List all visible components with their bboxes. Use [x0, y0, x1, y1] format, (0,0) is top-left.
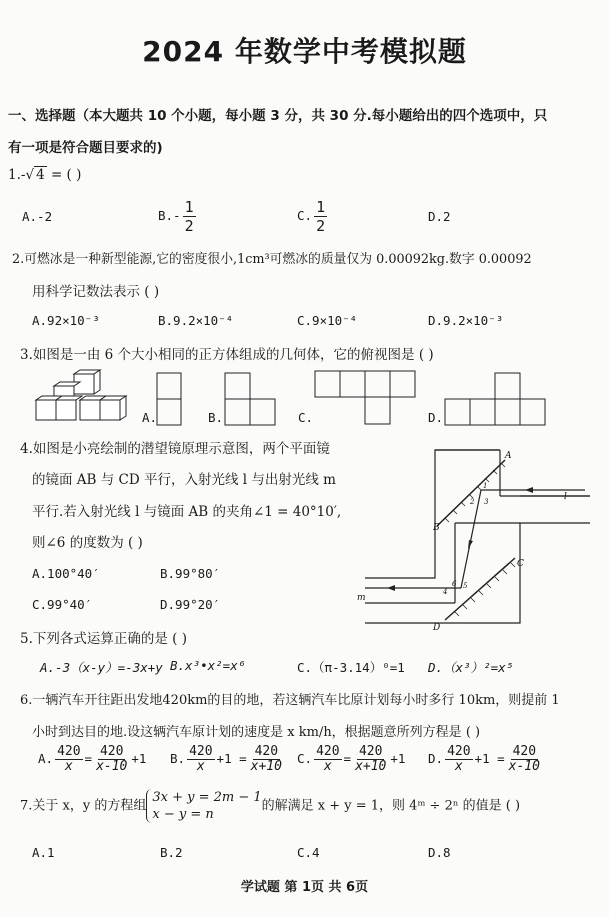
q4-option-d: D.99°20′: [160, 597, 221, 612]
fraction-numerator: 420: [512, 744, 537, 759]
q7-option-b: B.2: [160, 845, 183, 860]
fraction-denominator: x+10: [355, 759, 387, 774]
label-line-m: m: [357, 593, 366, 603]
q7-equation-system: [146, 789, 261, 823]
q1-b-numerator: 1: [184, 198, 194, 216]
fraction-denominator: x: [323, 759, 332, 774]
q1-c-denominator: 2: [316, 217, 326, 235]
q1-c-numerator: 1: [316, 198, 326, 216]
q3-option-d-label: D.: [428, 410, 444, 425]
q3-option-b-label: B.: [208, 410, 224, 425]
label-point-b: B: [433, 523, 440, 533]
periscope-diagram: [355, 448, 605, 634]
q5-option-a: A.-3（x-y）=-3x+y: [40, 660, 163, 675]
q7-stem: [20, 789, 520, 823]
q3-option-c-figure: [314, 370, 418, 426]
q5-stem: 5.下列各式运算正确的是 ( ): [20, 631, 187, 647]
fraction-denominator: x: [454, 759, 463, 774]
q2-option-d: D.9.2×10⁻³: [428, 313, 504, 328]
q6-option-c-label: C.: [297, 751, 313, 766]
q4-stem-line4: 则∠6 的度数为 ( ): [32, 535, 143, 551]
section-heading-line2: 有一项是符合题目要求的): [8, 140, 163, 156]
q1-stem: [8, 167, 81, 183]
q4-stem-line1: 4.如图是小亮绘制的潜望镜原理示意图，两个平面镜: [20, 441, 330, 457]
q1-radicand: 4: [36, 167, 45, 183]
q2-option-c: C.9×10⁻⁴: [297, 313, 358, 328]
expression-tail: +1: [131, 751, 147, 766]
fraction-numerator: 420: [316, 744, 340, 759]
q6-stem-line1: 6.一辆汽车开往距出发地420km的目的地，若这辆汽车比原计划每小时多行 10km，则提前 1: [20, 693, 560, 708]
q3-option-d-figure: [444, 372, 548, 426]
page-title: 2024 年数学中考模拟题: [142, 35, 467, 68]
q7-option-c: C.4: [297, 845, 320, 860]
q1-option-c-label: C.: [297, 208, 313, 223]
q4-option-c: C.99°40′: [32, 597, 93, 612]
label-angle-1: 1: [483, 482, 488, 490]
q4-stem-line2: 的镜面 AB 与 CD 平行，入射光线 l 与出射光线 m: [32, 472, 336, 488]
q2-stem-line1: 2.可燃冰是一种新型能源,它的密度很小,1cm³可燃冰的质量仅为 0.00092kg.数字 0.00092: [12, 252, 532, 267]
fraction-numerator: 420: [57, 744, 81, 759]
q6-option-a: [38, 745, 146, 774]
q2-option-b: B.9.2×10⁻⁴: [158, 313, 234, 328]
fraction-denominator: x: [64, 759, 73, 774]
q2-stem-line2: 用科学记数法表示 ( ): [32, 284, 160, 300]
q6-option-d: [428, 745, 544, 774]
label-point-a: A: [505, 451, 512, 461]
q1-b-denominator: 2: [184, 217, 194, 235]
q4-stem-line3: 平行.若入射光线 l 与镜面 AB 的夹角∠1 = 40°10′,: [32, 504, 342, 520]
fraction-denominator: x-10: [508, 759, 540, 774]
label-angle-4: 4: [443, 588, 448, 596]
q7-option-d: D.8: [428, 845, 451, 860]
q2-option-a: A.92×10⁻³: [32, 313, 100, 328]
q6-option-b-label: B.: [170, 751, 186, 766]
q7-equation-1: 3x + y = 2m − 1: [152, 790, 262, 805]
q6-option-d-label: D.: [428, 751, 444, 766]
label-angle-6: 6: [452, 580, 457, 588]
fraction-numerator: 420: [99, 744, 124, 759]
fraction-numerator: 420: [254, 744, 279, 759]
page-footer: 学试题 第 1页 共 6页: [240, 880, 369, 895]
expression-tail: +1: [390, 751, 406, 766]
fraction-denominator: x-10: [96, 759, 128, 774]
fraction-numerator: 420: [358, 744, 383, 759]
q1-option-b-label: B.-: [158, 208, 181, 223]
q3-solid-figure: [30, 370, 130, 426]
q5-option-b: B.x³•x²=x⁶: [170, 658, 246, 673]
section-heading-line1: 一、选择题（本大题共 10 个小题，每小题 3 分，共 30 分.每小题给出的四个选项中，只: [8, 108, 548, 124]
q1-option-d: D.2: [428, 209, 451, 224]
q3-option-c-label: C.: [298, 410, 314, 425]
q3-option-a-label: A.: [142, 410, 158, 425]
q4-option-b: B.99°80′: [160, 566, 221, 581]
q7-stem-suffix: 的解满足 x + y = 1，则 4ᵐ ÷ 2ⁿ 的值是 ( ): [261, 798, 521, 814]
q6-option-c: [297, 745, 405, 774]
label-angle-5: 5: [463, 582, 468, 590]
q4-option-a: A.100°40′: [32, 566, 100, 581]
arrow-left-icon: [387, 585, 395, 591]
equals-sign: =: [84, 751, 93, 766]
q5-option-d: D.（x³）²=x⁵: [428, 660, 514, 675]
label-point-d: D: [433, 623, 441, 633]
q7-stem-prefix: 7.关于 x，y 的方程组: [20, 798, 147, 814]
fraction-denominator: x: [196, 759, 205, 774]
expression-middle: +1 =: [216, 751, 247, 766]
arrow-left-icon: [525, 487, 533, 493]
arrow-down-icon: [468, 540, 473, 549]
q6-option-b: [170, 745, 286, 774]
label-point-c: C: [517, 559, 524, 569]
equals-sign: =: [343, 751, 352, 766]
q3-option-a-figure: [156, 372, 182, 426]
q5-option-c: C.（π-3.14）⁰=1: [297, 660, 405, 675]
sqrt-sign-icon: √: [25, 167, 35, 183]
q3-option-b-figure: [224, 372, 276, 426]
label-angle-3: 3: [484, 498, 489, 506]
q1-stem-prefix: 1.-: [8, 167, 26, 183]
expression-middle: +1 =: [474, 751, 505, 766]
fraction-numerator: 420: [189, 744, 213, 759]
q7-equation-2: x − y = n: [152, 807, 214, 822]
fraction-denominator: x+10: [250, 759, 282, 774]
q1-option-c: [297, 198, 329, 235]
q3-stem: 3.如图是一由 6 个大小相同的正方体组成的几何体，它的俯视图是 ( ): [20, 347, 434, 363]
q1-option-b: [158, 198, 198, 235]
q7-option-a: A.1: [32, 845, 55, 860]
q1-option-a: A.-2: [22, 209, 53, 224]
label-angle-2: 2: [470, 498, 475, 506]
fraction-numerator: 420: [447, 744, 471, 759]
q6-option-a-label: A.: [38, 751, 54, 766]
label-line-l: l: [564, 492, 567, 502]
q1-stem-suffix: = ( ): [50, 167, 82, 183]
q6-stem-line2: 小时到达目的地.设这辆汽车原计划的速度是 x km/h，根据题意所列方程是 ( ): [32, 725, 481, 740]
